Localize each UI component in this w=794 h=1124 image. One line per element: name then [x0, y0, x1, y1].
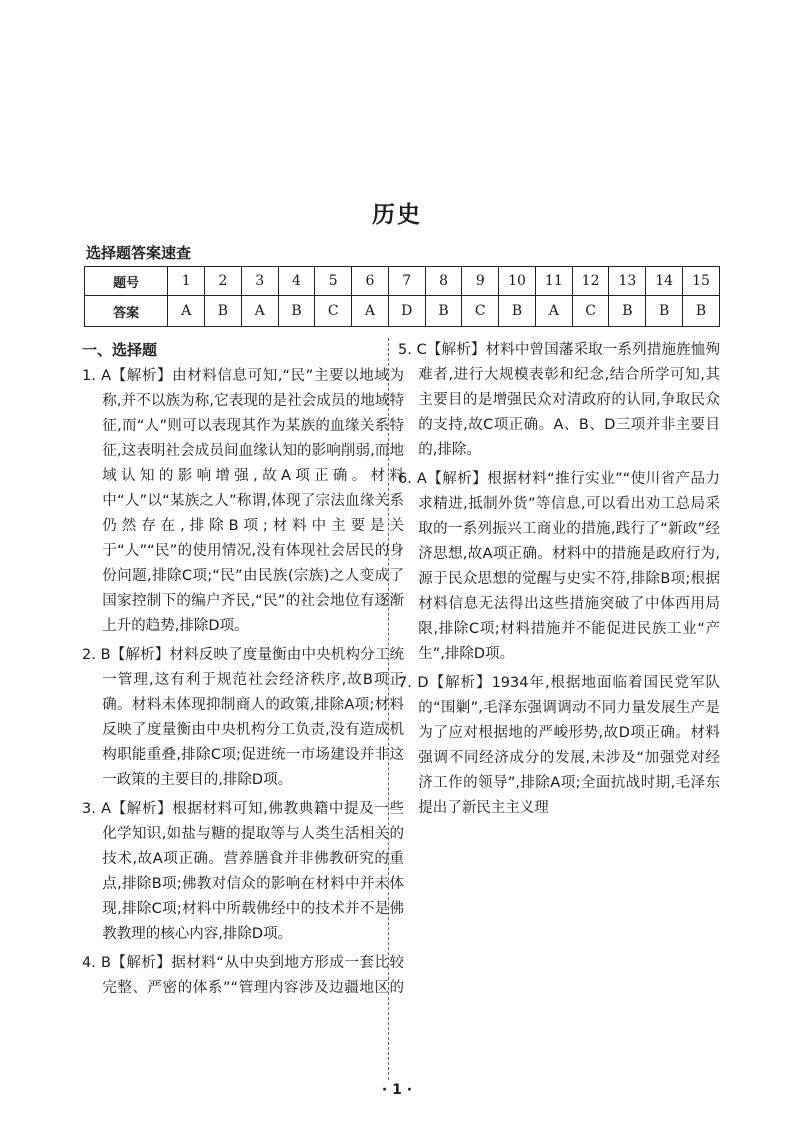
question-explanation: 5. C【解析】材料中曾国藩采取一系列措施旌恤殉难者,进行大规模表彰和纪念,结合所学可知,其主要目的是增强民众对清政府的认同,争取民众的支持,故C项正确。A、B、D三项并非主要目的,排除。	[398, 342, 720, 458]
question-number-cell: 2	[205, 267, 242, 296]
row-label-number: 题号	[85, 267, 168, 296]
right-column	[398, 338, 720, 825]
answer-cell: A	[168, 296, 205, 327]
question-number-cell: 10	[499, 267, 536, 296]
answer-cell: A	[352, 296, 389, 327]
answer-table	[84, 266, 720, 327]
answer-cell: C	[462, 296, 499, 327]
question-number-cell: 6	[352, 267, 389, 296]
answer-cell: B	[425, 296, 462, 327]
question-number-cell: 3	[241, 267, 278, 296]
question-number-row	[85, 267, 720, 296]
question-number-cell: 5	[315, 267, 352, 296]
answer-row	[85, 296, 720, 327]
question-number-cell: 7	[388, 267, 425, 296]
answer-cell: D	[388, 296, 425, 327]
answer-cell: A	[535, 296, 572, 327]
question-number-cell: 1	[168, 267, 205, 296]
question-number-cell: 8	[425, 267, 462, 296]
answer-cell: C	[572, 296, 609, 327]
answer-cell: A	[241, 296, 278, 327]
question-number-cell: 9	[462, 267, 499, 296]
row-label-answer: 答案	[85, 296, 168, 327]
question-number-cell: 15	[683, 267, 720, 296]
answer-cell: B	[278, 296, 315, 327]
answer-cell: B	[499, 296, 536, 327]
question-number-cell: 12	[572, 267, 609, 296]
section-title: 一、选择题	[82, 341, 158, 359]
answer-cell: C	[315, 296, 352, 327]
question-number-cell: 14	[646, 267, 683, 296]
left-column	[82, 338, 404, 1005]
question-explanation: 7. D【解析】1934年,根据地面临着国民党军队的“围剿”,毛泽东强调调动不同力量发展生产是为了应对根据地的严峻形势,故D项正确。材料强调不同经济成分的发展,未涉及“加强党对经济工作的领导”,排除A项;全面抗战时期,毛泽东提出了新民主主义理	[398, 675, 720, 816]
answer-cell: B	[646, 296, 683, 327]
question-number-cell: 11	[535, 267, 572, 296]
question-explanation: 2. B【解析】材料反映了度量衡由中央机构分工统一管理,这有利于规范社会经济秩序,故B项正确。材料未体现抑制商人的政策,排除A项;材料反映了度量衡由中央机构分工负责,没有造成机构职能重叠,排除C项;促进统一市场建设并非这一政策的主要目的,排除D项。	[82, 647, 404, 788]
question-explanation: 1. A【解析】由材料信息可知,“民”主要以地域为称,并不以族为称,它表现的是社会成员的地域特征,而“人”则可以表现其作为某族的血缘关系特征,这表明社会成员间血缘认知的影响削弱,而地域认知的影响增强,故A项正确。材料中“人”以“某族之人”称谓,体现了宗法血缘关系仍然存在,排除B项;材料中主要是关于“人”“民”的使用情况,没有体现社会居民的身份问题,排除C项;“民”由民族(宗族)之人变成了国家控制下的编户齐民,“民”的社会地位有逐渐上升的趋势,排除D项。	[82, 368, 404, 634]
question-number-cell: 13	[609, 267, 646, 296]
answer-cell: B	[683, 296, 720, 327]
question-explanation: 4. B【解析】据材料“从中央到地方形成一套比较完整、严密的体系”“管理内容涉及边疆地区的	[82, 955, 404, 996]
question-explanation: 6. A【解析】根据材料“推行实业”“使川省产品力求精进,抵制外货”等信息,可以看出劝工总局采取的一系列振兴工商业的措施,践行了“新政”经济思想,故A项正确。材料中的措施是政府行为,源于民众思想的觉醒与史实不符,排除B项;根据材料信息无法得出这些措施突破了中体西用局限,排除C项;材料措施并不能促进民族工业“产生”,排除D项。	[398, 471, 720, 662]
page-number: · 1 ·	[381, 1082, 413, 1098]
question-number-cell: 4	[278, 267, 315, 296]
answer-cell: B	[609, 296, 646, 327]
question-explanation: 3. A【解析】根据材料可知,佛教典籍中提及一些化学知识,如盐与糖的提取等与人类生活相关的技术,故A项正确。营养膳食并非佛教研究的重点,排除B项;佛教对信众的影响在材料中并未体现,排除C项;材料中所载佛经中的技术并不是佛教教理的核心内容,排除D项。	[82, 801, 404, 942]
answer-cell: B	[205, 296, 242, 327]
page-title: 历史	[372, 202, 422, 228]
quick-answer-title: 选择题答案速查	[86, 244, 192, 262]
